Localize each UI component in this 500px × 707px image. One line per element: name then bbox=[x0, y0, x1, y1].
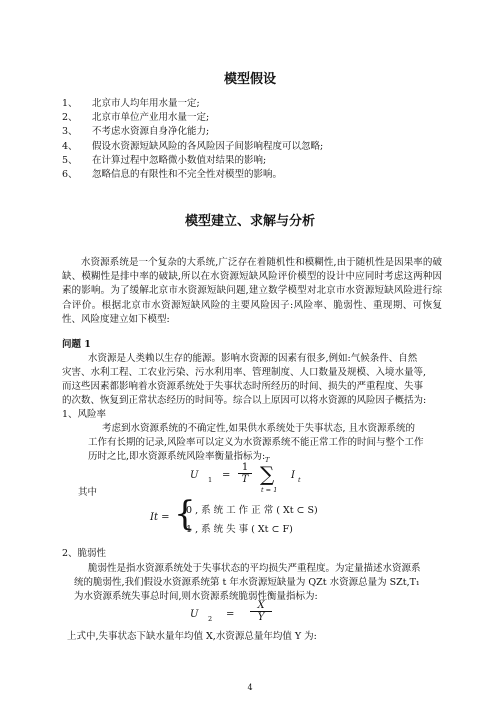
list-item-text: 北京市单位产业用水量一定; bbox=[92, 112, 210, 124]
formula-equals: = bbox=[222, 470, 231, 481]
formula-lhs: It = bbox=[150, 512, 170, 523]
factor-line: 历时之比,即水资源系统风险率衡量指标为: bbox=[88, 451, 266, 462]
fraction-denominator: Y bbox=[250, 611, 272, 623]
formula-symbol: U bbox=[190, 609, 199, 620]
fraction-numerator: 1 bbox=[241, 462, 249, 473]
closing-line: 上式中,失事状态下缺水量年均值 X,水资源总量年均值 Y 为: bbox=[67, 631, 317, 642]
sum-upper-limit: T bbox=[265, 456, 270, 464]
list-item-number: 4、 bbox=[62, 140, 78, 152]
sum-sign: ∑ bbox=[260, 462, 275, 486]
formula-equals: = bbox=[226, 609, 235, 620]
factor-line: 统的脆弱性,我们假设水资源系统第 t 年水资源短缺量为 QZt 水资源总量为 SZt,T₁ bbox=[74, 577, 420, 588]
factor-label-vulnerability: 2、脆弱性 bbox=[62, 548, 107, 559]
assumption-list bbox=[62, 97, 462, 182]
list-item bbox=[62, 125, 462, 139]
factor-line: 考虑到水资源系统的不确定性,如果供水系统处于失事状态, 且水资源系统的 bbox=[102, 423, 416, 434]
list-item-text: 在计算过程中忽略微小数值对结果的影响; bbox=[92, 154, 267, 166]
factor-line: 为水资源系统失事总时间,则水资源系统脆弱性衡量指标为: bbox=[74, 591, 318, 602]
list-item bbox=[62, 140, 462, 154]
sum-lower-limit: t = 1 bbox=[261, 486, 278, 494]
fraction-numerator: X bbox=[257, 600, 265, 611]
formula-fraction bbox=[238, 462, 252, 485]
section-title-assumptions: 模型假设 bbox=[223, 72, 276, 87]
list-item-number: 3、 bbox=[62, 126, 78, 138]
formula-subscript: 2 bbox=[208, 615, 213, 623]
problem-line: 灾害、水利工程、工农业污染、污水利用率、管理制度、人口数量及规模、入境水量等, bbox=[62, 367, 427, 378]
formula-symbol: U bbox=[190, 470, 199, 481]
factor-label-risk-rate: 1、风险率 bbox=[62, 409, 107, 420]
section-title-model: 模型建立、求解与分析 bbox=[184, 214, 315, 229]
formula-brace: { bbox=[174, 494, 196, 534]
formula-term-subscript: t bbox=[298, 476, 301, 484]
page-number: 4 bbox=[247, 683, 253, 692]
list-item-text: 假设水资源短缺风险的各风险因子间影响程度可以忽略; bbox=[92, 140, 324, 152]
list-item-number: 5、 bbox=[62, 154, 78, 166]
intro-paragraph: 水资源系统是一个复杂的大系统,广泛存在着随机性和模糊性,由于随机性是因果率的破缺、模糊性是排中率的破缺,所以在水资源短缺风险评价模型的设计中应同时考虑这两种因素的影响。为了缓解北京市水资源短缺问题,建立数学模型对北京市水资源短缺风险进行综合评价。根据北京市水资源短缺风险的主要风险因子:风险率、脆弱性、重现期、可恢复性、风险度建立如下模型: bbox=[62, 257, 442, 325]
list-item-number: 1、 bbox=[62, 98, 78, 109]
list-item-text: 北京市人均年用水量一定; bbox=[92, 98, 200, 109]
formula-fraction bbox=[250, 600, 272, 623]
list-item bbox=[62, 154, 462, 168]
list-item-text: 不考虑水资源自身净化能力; bbox=[92, 126, 210, 138]
problem-heading: 问题 1 bbox=[62, 339, 91, 350]
list-item-number: 6、 bbox=[62, 169, 78, 181]
formula-case: 0 , 系 统 工 作 正 常 ( Xt ⊂ S) bbox=[186, 505, 318, 516]
problem-line: 而这些因素都影响着水资源系统处于失事状态时所经历的时间、损失的严重程度、失事 bbox=[62, 381, 424, 392]
formula-term: I bbox=[291, 470, 295, 481]
list-item bbox=[62, 97, 462, 111]
formula-subscript: 1 bbox=[208, 476, 213, 484]
fraction-denominator: T bbox=[238, 473, 252, 485]
factor-line: 工作有长期的记录,风险率可以定义为水资源系统不能正常工作的时间与整个工作 bbox=[88, 437, 424, 448]
where-label: 其中 bbox=[78, 487, 98, 498]
list-item bbox=[62, 168, 462, 182]
problem-line: 的次数、恢复到正常状态经历的时间等。综合以上原因可以将水资源的风险因子概括为: bbox=[62, 395, 427, 406]
list-item bbox=[62, 111, 462, 125]
formula-case: 1 , 系 统 失 事 ( Xt ⊂ F) bbox=[186, 524, 293, 535]
factor-line: 脆弱性是指水资源系统处于失事状态的平均损失严重程度。为定量描述水资源系 bbox=[88, 563, 421, 574]
list-item-text: 忽略信息的有限性和不完全性对模型的影响。 bbox=[92, 169, 283, 181]
list-item-number: 2、 bbox=[62, 112, 78, 124]
problem-line: 水资源是人类赖以生存的能源。影响水资源的因素有很多,例如:气候条件、自然 bbox=[88, 353, 418, 364]
